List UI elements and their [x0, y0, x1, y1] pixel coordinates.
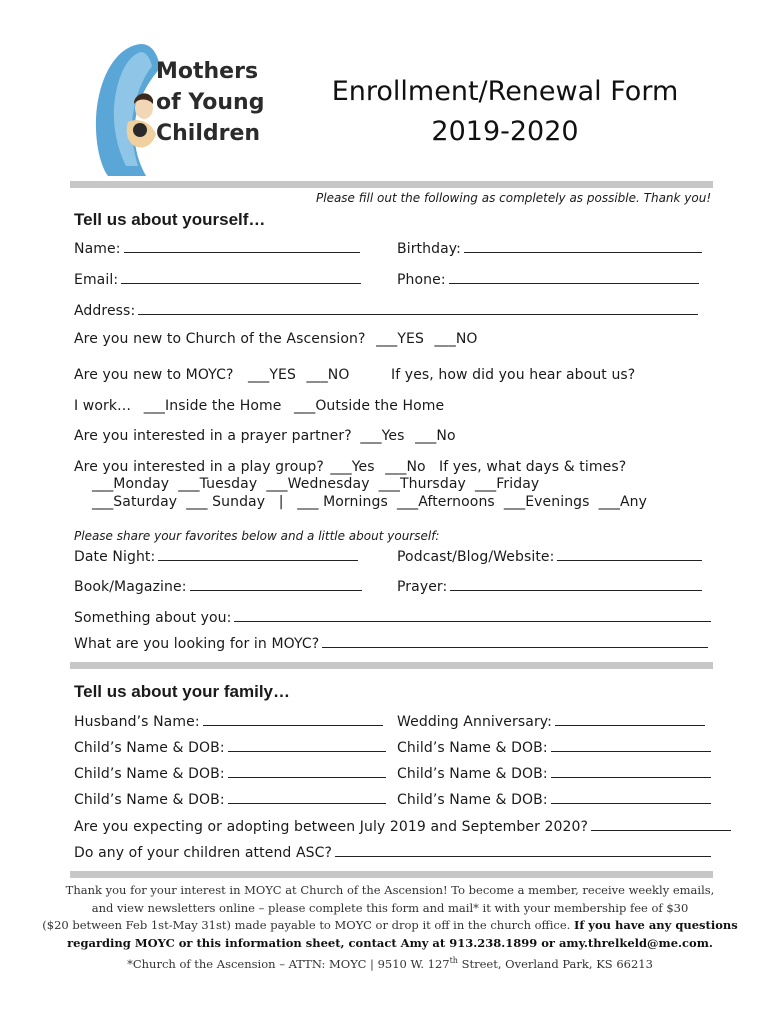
playgroup-yes[interactable]: ___Yes	[330, 459, 375, 475]
email-field[interactable]	[74, 269, 361, 288]
instructions: Please fill out the following as completely as possible. Thank you!	[316, 191, 712, 205]
logo-line3: Children	[156, 121, 261, 146]
question-new-church	[74, 331, 478, 347]
child-field-3[interactable]	[74, 763, 386, 782]
favorites-note: Please share your favorites below and a little about yourself:	[74, 529, 440, 543]
child-label: Child’s Name & DOB:	[397, 792, 548, 808]
expecting-label: Are you expecting or adopting between July 2019 and September 2020?	[74, 819, 589, 835]
child-field-6[interactable]	[397, 789, 711, 808]
question-prayer-partner	[74, 428, 456, 444]
section-heading-family: Tell us about your family…	[74, 682, 290, 701]
logo	[86, 38, 276, 178]
address-label: Address:	[74, 303, 136, 319]
new-church-yes[interactable]: ___YES	[376, 331, 424, 347]
new-moyc-no[interactable]: ___NO	[306, 367, 350, 383]
expecting-field[interactable]	[74, 816, 731, 835]
book-label: Book/Magazine:	[74, 579, 187, 595]
something-label: Something about you:	[74, 610, 232, 626]
name-label: Name:	[74, 241, 121, 257]
child-field-1[interactable]	[74, 737, 386, 756]
asc-label: Do any of your children attend ASC?	[74, 845, 333, 861]
divider-bottom	[70, 871, 713, 878]
date-night-field[interactable]	[74, 546, 358, 565]
hear-about-us[interactable]: If yes, how did you hear about us?	[391, 367, 636, 383]
prayer-partner-label: Are you interested in a prayer partner?	[74, 428, 352, 444]
husband-label: Husband’s Name:	[74, 714, 200, 730]
child-label: Child’s Name & DOB:	[397, 740, 548, 756]
title-line1: Enrollment/Renewal Form	[331, 76, 679, 107]
footer-address-b: Street, Overland Park, KS 66213	[457, 956, 653, 971]
phone-field[interactable]	[397, 269, 699, 288]
footer-address-sup: th	[449, 956, 458, 965]
work-inside-option[interactable]: ___Inside the Home	[143, 398, 282, 414]
child-label: Child’s Name & DOB:	[74, 792, 225, 808]
footer-line5	[40, 952, 740, 973]
anniversary-label: Wedding Anniversary:	[397, 714, 552, 730]
footer-address-a: *Church of the Ascension – ATTN: MOYC | 9510 W. 127	[127, 956, 450, 971]
logo-title	[156, 56, 264, 149]
madonna-icon	[86, 38, 166, 178]
section-heading-about: Tell us about yourself…	[74, 210, 266, 229]
book-field[interactable]	[74, 576, 362, 595]
child-field-4[interactable]	[397, 763, 711, 782]
phone-label: Phone:	[397, 272, 446, 288]
prayer-field[interactable]	[397, 576, 702, 595]
prayer-partner-yes[interactable]: ___Yes	[360, 428, 405, 444]
question-new-moyc	[74, 367, 350, 383]
prayer-partner-no[interactable]: ___No	[415, 428, 456, 444]
email-label: Email:	[74, 272, 119, 288]
something-about-you-field[interactable]	[74, 607, 711, 626]
playgroup-days-row1[interactable]: ___Monday ___Tuesday ___Wednesday ___Thursday ___Friday	[92, 476, 540, 492]
new-church-no[interactable]: ___NO	[434, 331, 478, 347]
podcast-field[interactable]	[397, 546, 702, 565]
podcast-label: Podcast/Blog/Website:	[397, 549, 555, 565]
address-field[interactable]	[74, 300, 698, 319]
playgroup-days-question: If yes, what days & times?	[439, 459, 627, 475]
child-label: Child’s Name & DOB:	[397, 766, 548, 782]
footer-line4	[40, 935, 740, 953]
anniversary-field[interactable]	[397, 711, 705, 730]
footer-line2: and view newsletters online – please complete this form and mail* it with your membership fee of $30	[91, 900, 689, 915]
child-field-2[interactable]	[397, 737, 711, 756]
logo-line2: of Young	[156, 90, 265, 115]
date-night-label: Date Night:	[74, 549, 156, 565]
form-title	[300, 72, 710, 152]
title-line2: 2019-2020	[431, 116, 579, 147]
child-label: Child’s Name & DOB:	[74, 740, 225, 756]
new-moyc-yes[interactable]: ___YES	[248, 367, 296, 383]
question-work	[74, 398, 444, 414]
footer-line3a: ($20 between Feb 1st-May 31st) made payable to MOYC or drop it off in the church office.	[42, 918, 571, 932]
footer-note	[40, 882, 740, 973]
footer-line1: Thank you for your interest in MOYC at Church of the Ascension! To become a member, receive weekly emails,	[65, 883, 715, 897]
playgroup-days-row2[interactable]: ___Saturday ___ Sunday | ___ Mornings ___Afternoons ___Evenings ___Any	[92, 494, 648, 510]
playgroup-label: Are you interested in a play group?	[74, 459, 324, 475]
child-field-5[interactable]	[74, 789, 386, 808]
looking-for-field[interactable]	[74, 633, 708, 652]
footer-questions: If you have any questions	[573, 918, 738, 932]
footer-line3	[40, 917, 740, 935]
asc-field[interactable]	[74, 842, 711, 861]
work-outside-option[interactable]: ___Outside the Home	[294, 398, 445, 414]
divider-top	[70, 181, 713, 188]
question-playgroup	[74, 459, 426, 475]
new-moyc-label: Are you new to MOYC?	[74, 367, 234, 383]
new-church-label: Are you new to Church of the Ascension?	[74, 331, 366, 347]
husband-field[interactable]	[74, 711, 383, 730]
divider-middle	[70, 662, 713, 669]
name-field[interactable]	[74, 238, 360, 257]
prayer-label: Prayer:	[397, 579, 448, 595]
footer-contact: regarding MOYC or this information sheet, contact Amy at 913.238.1899 or amy.threlkeld@me.com.	[67, 935, 713, 950]
work-label: I work…	[74, 398, 132, 414]
birthday-label: Birthday:	[397, 241, 461, 257]
playgroup-no[interactable]: ___No	[385, 459, 426, 475]
child-label: Child’s Name & DOB:	[74, 766, 225, 782]
looking-for-label: What are you looking for in MOYC?	[74, 636, 320, 652]
logo-line1: Mothers	[156, 59, 259, 84]
birthday-field[interactable]	[397, 238, 702, 257]
